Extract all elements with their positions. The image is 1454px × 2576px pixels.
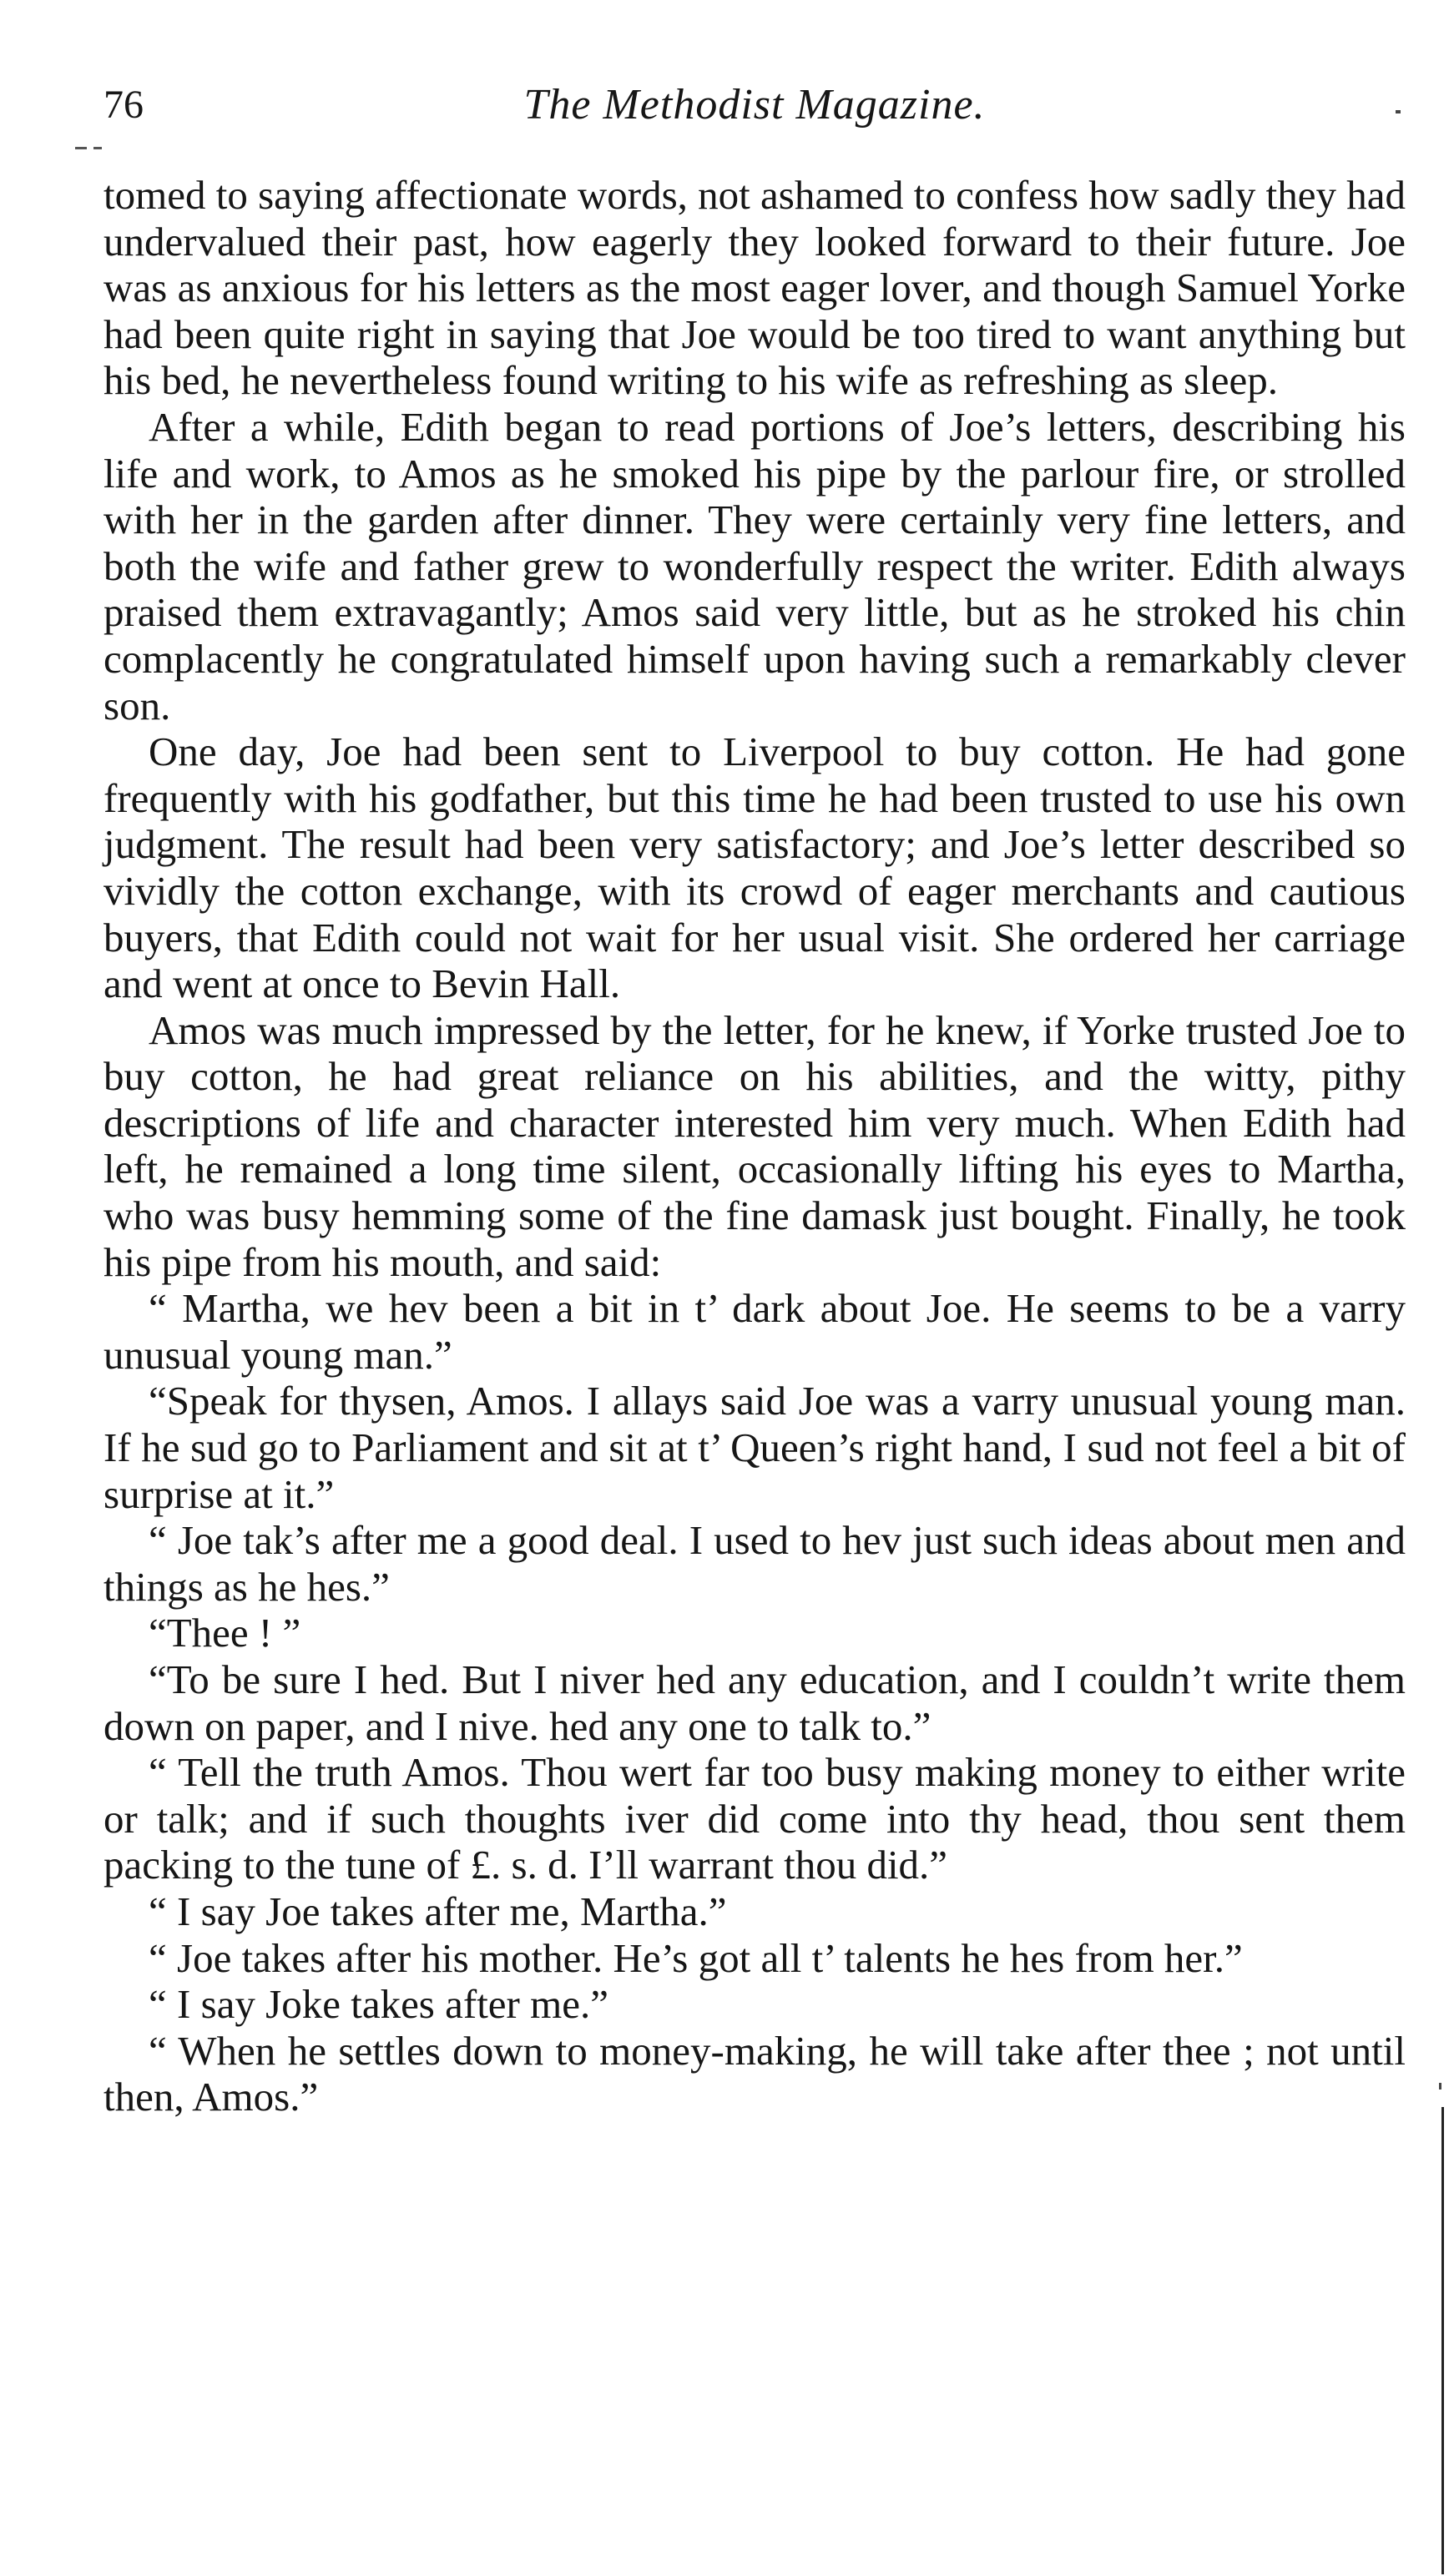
- dialogue-line: “ I say Joke takes after me.”: [149, 1981, 608, 2028]
- dialogue-line: “ Martha, we hev been a bit in t’ dark about Joe. He seems to be a varry unusual young man.”: [103, 1285, 1406, 1378]
- dialogue-line: “ Joe tak’s after me a good deal. I used to hev just such ideas about men and things as he hes.”: [103, 1517, 1406, 1610]
- paragraph: Amos was much impressed by the letter, for he knew, if Yorke trusted Joe to buy cotton, he had great reliance on his abilities, and the witty, pithy descriptions of life and character interested him very much. When Edith had left, he remained a long time silent, occasionally lifting his eyes to Martha, who was busy hemming some of the fine damask just bought. Finally, he took his pipe from his mouth, and said:: [103, 1006, 1406, 1285]
- margin-tick: [1439, 2083, 1441, 2090]
- page-number: 76: [103, 83, 144, 127]
- dialogue-line: “ Joe takes after his mother. He’s got all t’ talents he hes from her.”: [149, 1934, 1243, 1981]
- page-header: [103, 72, 1406, 139]
- running-title: The Methodist Magazine.: [523, 81, 986, 129]
- dialogue-line: “Speak for thysen, Amos. I allays said Joe was a varry unusual young man. If he sud go to Parliament and sit at t’ Queen’s right hand, I sud not feel a bit of surprise at it.”: [103, 1378, 1406, 1517]
- paragraph: One day, Joe had been sent to Liverpool to buy cotton. He had gone frequently with his godfather, but this time he had been trusted to use his own judgment. The result had been very satisfactory; and Joe’s letter described so vividly the cotton exchange, with its crowd of eager merchants and cautious buyers, that Edith could not wait for her usual visit. She ordered her carriage and went at once to Bevin Hall.: [103, 728, 1406, 1007]
- article-body: [103, 172, 1406, 2120]
- dialogue-line: “ When he settles down to money-making, he will take after thee ; not until then, Amos.”: [103, 2027, 1406, 2120]
- paragraph-continued: tomed to saying affectionate words, not ashamed to confess how sadly they had undervalued their past, how eagerly they looked forward to their future. Joe was as anxious for his letters as the most eager lover, and though Samuel Yorke had been quite right in saying that Joe would be too tired to want anything but his bed, he nevertheless found writing to his wife as refreshing as sleep.: [103, 172, 1406, 404]
- dialogue-line: “To be sure I hed. But I niver hed any education, and I couldn’t write them down on paper, and I nive. hed any one to talk to.”: [103, 1656, 1406, 1749]
- print-mark: [75, 147, 109, 152]
- dialogue-line: “Thee ! ”: [149, 1610, 301, 1656]
- print-speck: [1396, 110, 1401, 113]
- dialogue-line: “ I say Joe takes after me, Martha.”: [149, 1888, 727, 1934]
- dialogue-line: “ Tell the truth Amos. Thou wert far too busy making money to either write or talk; and if such thoughts iver did come into thy head, thou sent them packing to the tune of £. s. d. I’ll warrant thou did.”: [103, 1749, 1406, 1888]
- paragraph: After a while, Edith began to read portions of Joe’s letters, describing his life and work, to Amos as he smoked his pipe by the parlour fire, or strolled with her in the garden after dinner. They were certainly very fine letters, and both the wife and father grew to wonderfully respect the writer. Edith always praised them extravagantly; Amos said very little, but as he stroked his chin complacently he congratulated himself upon having such a remarkably clever son.: [103, 403, 1406, 728]
- margin-rule: [1441, 2107, 1444, 2574]
